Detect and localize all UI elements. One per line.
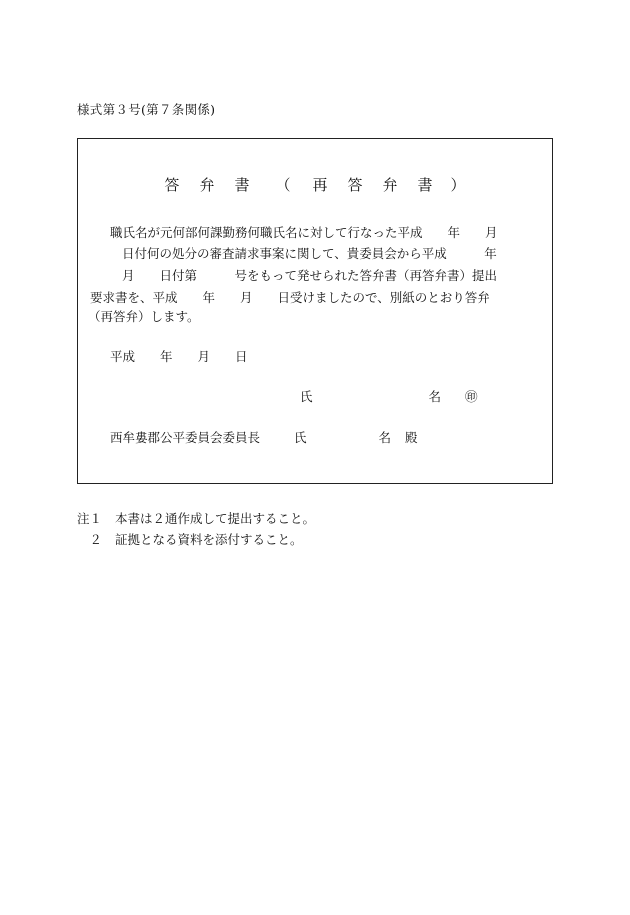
seal-icon: ㊞ [465, 389, 478, 404]
addressee-line [110, 428, 418, 446]
note-line [77, 529, 315, 550]
title-char: 弁 [199, 176, 215, 194]
addressee-honorific: 殿 [405, 430, 418, 445]
addressee-title: 西牟婁郡公平委員会委員長 [110, 430, 261, 445]
notes [77, 508, 315, 550]
title-char: 答 [347, 176, 363, 194]
note-number: ２ [77, 532, 103, 547]
title-char: 書 [417, 176, 433, 194]
body-line: 月 日付第 号をもって発せられた答弁書（再答弁書）提出 [122, 268, 498, 283]
body-line: 要求書を、平成 年 月 日受けましたので、別紙のとおり答弁 [90, 290, 490, 305]
signer-shi: 氏 [300, 389, 313, 404]
title-char: 再 [312, 176, 328, 194]
form-number: 様式第３号(第７条関係) [77, 102, 216, 117]
title-char: 弁 [382, 176, 398, 194]
title-char: 答 [164, 176, 180, 194]
title-char: （ [275, 176, 291, 194]
document-frame [77, 138, 553, 484]
signer-mei: 名 [428, 389, 442, 404]
note-text: 証拠となる資料を添付すること。 [115, 532, 303, 547]
addressee-shi: 氏 [294, 430, 307, 445]
body-line: （再答弁）します。 [88, 309, 200, 324]
body-line: 職氏名が元何部何課勤務何職氏名に対して行なった平成 年 月 [110, 225, 498, 240]
note-line [77, 508, 315, 529]
title-char: 書 [234, 176, 250, 194]
note-number: 注１ [77, 511, 103, 526]
title-char: ） [450, 176, 466, 194]
document-title [78, 174, 552, 195]
body-line: 日付何の処分の審査請求事案に関して、貴委員会から平成 年 [122, 246, 497, 261]
signer-line [300, 387, 478, 405]
note-text: 本書は２通作成して提出すること。 [115, 511, 316, 526]
date-line: 平成 年 月 日 [110, 349, 248, 364]
addressee-mei: 名 [378, 430, 392, 445]
